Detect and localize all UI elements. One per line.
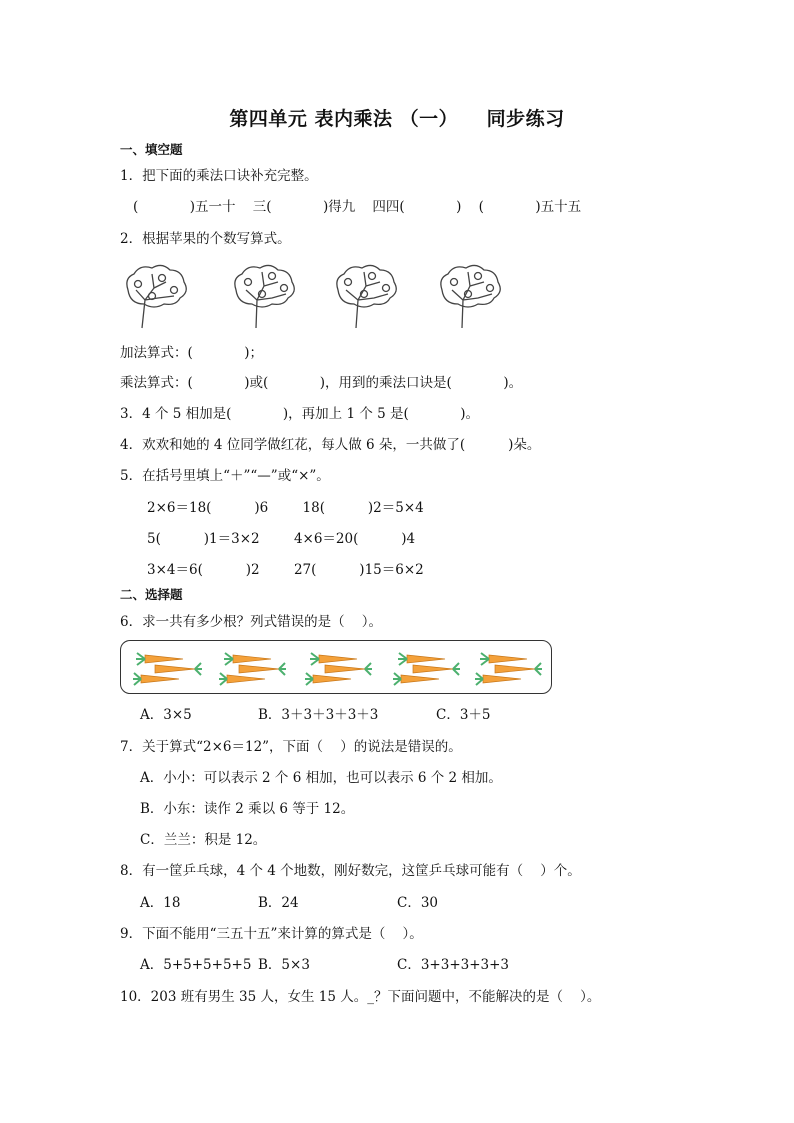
question-2-multiplication: 乘法算式：( )或( )，用到的乘法口诀是( )。	[120, 375, 523, 391]
question-4: 4．欢欢和她的 4 位同学做红花，每人做 6 朵，一共做了( )朵。	[120, 437, 541, 453]
question-7-option-c: C．兰兰：积是 12。	[140, 832, 267, 848]
apple-tree-icon	[432, 260, 508, 330]
question-8: 8．有一筐乒乓球，4 个 4 个地数，刚好数完，这筐乒乓球可能有（ ）个。	[120, 863, 581, 879]
question-7-option-b: B．小东：读作 2 乘以 6 等于 12。	[140, 801, 355, 817]
question-9-option-a: A．5+5+5+5+5	[140, 957, 252, 973]
question-10: 10．203 班有男生 35 人，女生 15 人。_？下面问题中，不能解决的是（ ）。	[120, 989, 601, 1005]
question-1: 1．把下面的乘法口诀补充完整。	[120, 168, 318, 184]
carrot-group-icon	[471, 647, 543, 689]
question-6-option-a: A．3×5	[140, 707, 192, 723]
question-5-row-2: 5( )1＝3×2 4×6＝20( )4	[147, 531, 416, 547]
question-1-blanks: ( )五一十 三( )得九 四四( ) ( )五十五	[133, 199, 582, 215]
carrot-group-icon	[131, 647, 203, 689]
question-8-option-c: C．30	[397, 895, 439, 911]
question-5-row-3: 3×4＝6( )2 27( )15＝6×2	[147, 562, 424, 578]
question-7-option-a: A．小小：可以表示 2 个 6 相加，也可以表示 6 个 2 相加。	[140, 770, 502, 786]
question-2: 2．根据苹果的个数写算式。	[120, 231, 291, 247]
carrot-group-icon	[215, 647, 287, 689]
page-title: 第四单元 表内乘法 （一） 同步练习	[229, 108, 565, 130]
question-9-option-c: C．3+3+3+3+3	[397, 957, 510, 973]
question-5-row-1: 2×6＝18( )6 18( )2＝5×4	[147, 500, 424, 516]
apple-tree-icon	[118, 260, 194, 330]
question-9: 9．下面不能用“三五十五”来计算的算式是（ ）。	[120, 926, 423, 942]
question-3: 3．4 个 5 相加是( )，再加上 1 个 5 是( )。	[120, 406, 480, 422]
apple-trees-illustration	[118, 260, 538, 330]
question-6: 6．求一共有多少根？列式错误的是（ ）。	[120, 614, 383, 630]
apple-tree-icon	[226, 260, 302, 330]
carrot-group-icon	[301, 647, 373, 689]
carrot-group-icon	[389, 647, 461, 689]
question-7: 7．关于算式“2×6＝12”，下面（ ）的说法是错误的。	[120, 739, 462, 755]
question-6-option-c: C．3＋5	[436, 707, 491, 723]
question-5: 5．在括号里填上“＋”“—”或“×”。	[120, 468, 330, 484]
question-9-option-b: B．5×3	[258, 957, 310, 973]
question-8-option-b: B．24	[258, 895, 299, 911]
question-6-option-b: B．3＋3＋3＋3＋3	[258, 707, 379, 723]
section-heading-fill-blank: 一、填空题	[120, 142, 183, 157]
apple-tree-icon	[328, 260, 404, 330]
carrots-illustration	[120, 640, 552, 694]
question-2-addition: 加法算式：( )；	[120, 345, 264, 361]
section-heading-choice: 二、选择题	[120, 587, 183, 602]
question-8-option-a: A．18	[140, 895, 181, 911]
